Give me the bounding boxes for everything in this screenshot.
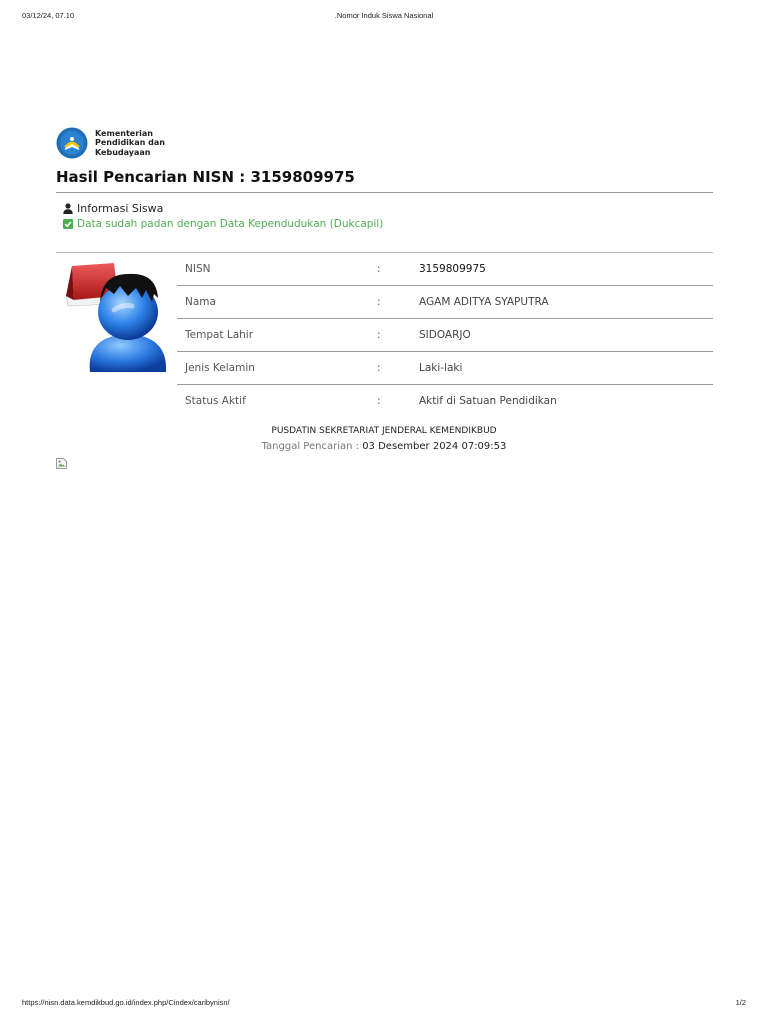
table-row	[177, 286, 713, 319]
row-value: Laki-laki	[411, 352, 713, 385]
broken-image-icon	[56, 458, 67, 469]
check-square-icon	[63, 219, 73, 229]
row-label: Status Aktif	[185, 395, 246, 407]
row-value: 3159809975	[411, 253, 713, 286]
row-separator: :	[369, 253, 411, 286]
row-label: Tempat Lahir	[177, 319, 369, 352]
row-label: Jenis Kelamin	[177, 352, 369, 385]
row-label: NISN	[177, 253, 369, 286]
kemendikbud-emblem-icon	[56, 127, 88, 159]
user-icon	[63, 203, 73, 214]
info-heading	[63, 202, 163, 215]
table-row	[177, 385, 713, 418]
table-row	[177, 319, 713, 352]
print-url: https://nisn.data.kemdikbud.go.id/index.php/Cindex/caribynisn/	[22, 998, 230, 1007]
table-row	[177, 352, 713, 385]
padan-status	[63, 218, 383, 230]
student-info-table	[177, 253, 713, 417]
padan-status-text: Data sudah padan dengan Data Kependudukan (Dukcapil)	[77, 218, 384, 230]
print-datetime: 03/12/24, 07.10	[22, 11, 75, 20]
page-title: Hasil Pencarian NISN : 3159809975	[56, 168, 355, 186]
student-avatar-icon	[62, 260, 170, 376]
print-header	[22, 11, 746, 23]
info-heading-text: Informasi Siswa	[77, 202, 164, 215]
row-separator: :	[369, 352, 411, 385]
footer-organization: PUSDATIN SEKRETARIAT JENDERAL KEMENDIKBUD	[271, 426, 497, 436]
row-label: Nama	[177, 286, 369, 319]
row-value: Aktif di Satuan Pendidikan	[419, 395, 557, 407]
search-date	[0, 441, 768, 452]
search-date-value: 03 Desember 2024 07:09:53	[362, 441, 507, 452]
row-value: SIDOARJO	[411, 319, 713, 352]
row-separator: :	[369, 286, 411, 319]
print-page-number: 1/2	[735, 998, 746, 1007]
row-separator: :	[369, 319, 411, 352]
table-row	[177, 253, 713, 286]
print-footer	[22, 998, 746, 1010]
print-doc-title: .Nomor Induk Siswa Nasional	[334, 11, 434, 20]
kemendikbud-logo	[56, 127, 165, 159]
search-date-label: Tanggal Pencarian :	[261, 441, 359, 452]
row-separator: :	[377, 395, 381, 407]
row-value: AGAM ADITYA SYAPUTRA	[411, 286, 713, 319]
title-divider	[56, 192, 713, 193]
logo-text: Kementerian Pendidikan dan Kebudayaan	[95, 128, 165, 157]
